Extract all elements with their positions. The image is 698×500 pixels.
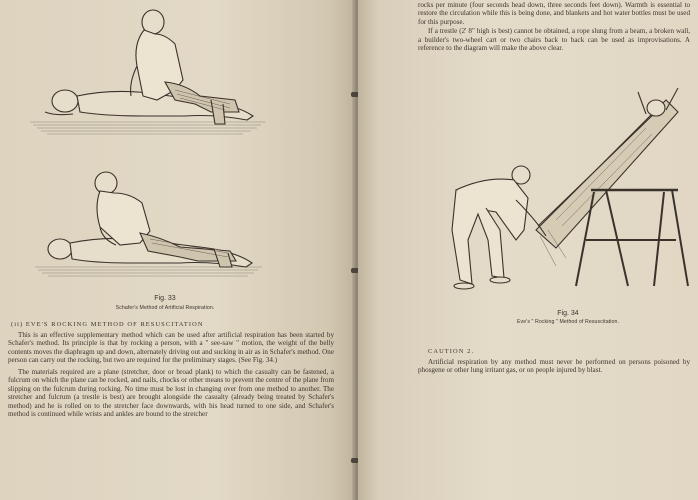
fig33-illustration-top xyxy=(25,4,275,139)
caution-text: Artificial respiration by any method must never be performed on persons poisoned by phosgene or other lung irritant gas, or on people injured by blast. xyxy=(418,358,690,375)
caution-text-block xyxy=(418,358,690,375)
right-paragraph-2: If a trestle (2' 8" high is best) cannot be obtained, a rope slung from a beam, a broken wall, a builder's two-wheel cart or two chairs back to back can be used as improvisations. A reference to the diagram will make the above clear. xyxy=(418,27,690,53)
fig33-number: Fig. 33 xyxy=(154,295,176,302)
left-body-text xyxy=(8,331,334,419)
fig33-caption: Schafer's Method of Artificial Respiration. xyxy=(115,305,215,311)
fig34-caption-block xyxy=(468,310,668,325)
right-body-text-top xyxy=(418,1,690,53)
caution-heading: CAUTION 2. xyxy=(428,348,475,355)
left-paragraph-1: This is an effective supplementary method which can be used after artificial respiration has been started by Schafer's method. Its principle is that by rocking a person, with a " see-saw " motion, the weight of the belly contents moves the diaphragm up and down, alternately driving out and sucking in air as in Schafer's method. One person can carry out the rocking, but two are required for the preliminary stages. (See Fig. 34.) xyxy=(8,331,334,365)
fig34-illustration xyxy=(416,80,698,300)
schafer-method-drawing-1 xyxy=(25,4,275,139)
left-paragraph-2: The materials required are a plane (stretcher, door or broad plank) to which the casualty can be fastened, a fulcrum on which the plane can be rocked, and nails, chocks or other means to prevent the centre of the plane from slipping on the fulcrum during rocking. No time must be lost in changing over from one method to another. The stretcher and fulcrum (a trestle is best) are brought alongside the casualty (already being treated by Schafer's method) and he is rolled on to the stretcher face downwards, with his head turned to one side, and Schafer's method is continued while wrists and ankles are bound to the stretcher xyxy=(8,367,334,419)
right-paragraph-1: rocks per minute (four seconds head down, three seconds feet down). Warmth is essential to restore the circulation while this is being done, and blankets and hot water bottles must be used for this purpose. xyxy=(418,1,690,26)
section-heading: (ii) EVE'S ROCKING METHOD OF RESUSCITATION xyxy=(11,321,204,328)
fig34-caption: Eve's " Rocking " Method of Resuscitation. xyxy=(516,319,619,325)
right-page xyxy=(358,0,698,500)
fig33-illustration-bottom xyxy=(30,163,270,285)
eves-rocking-drawing xyxy=(416,80,698,300)
schafer-method-drawing-2 xyxy=(30,163,270,285)
fig34-number: Fig. 34 xyxy=(557,310,579,317)
fig33-caption-block xyxy=(40,295,290,311)
